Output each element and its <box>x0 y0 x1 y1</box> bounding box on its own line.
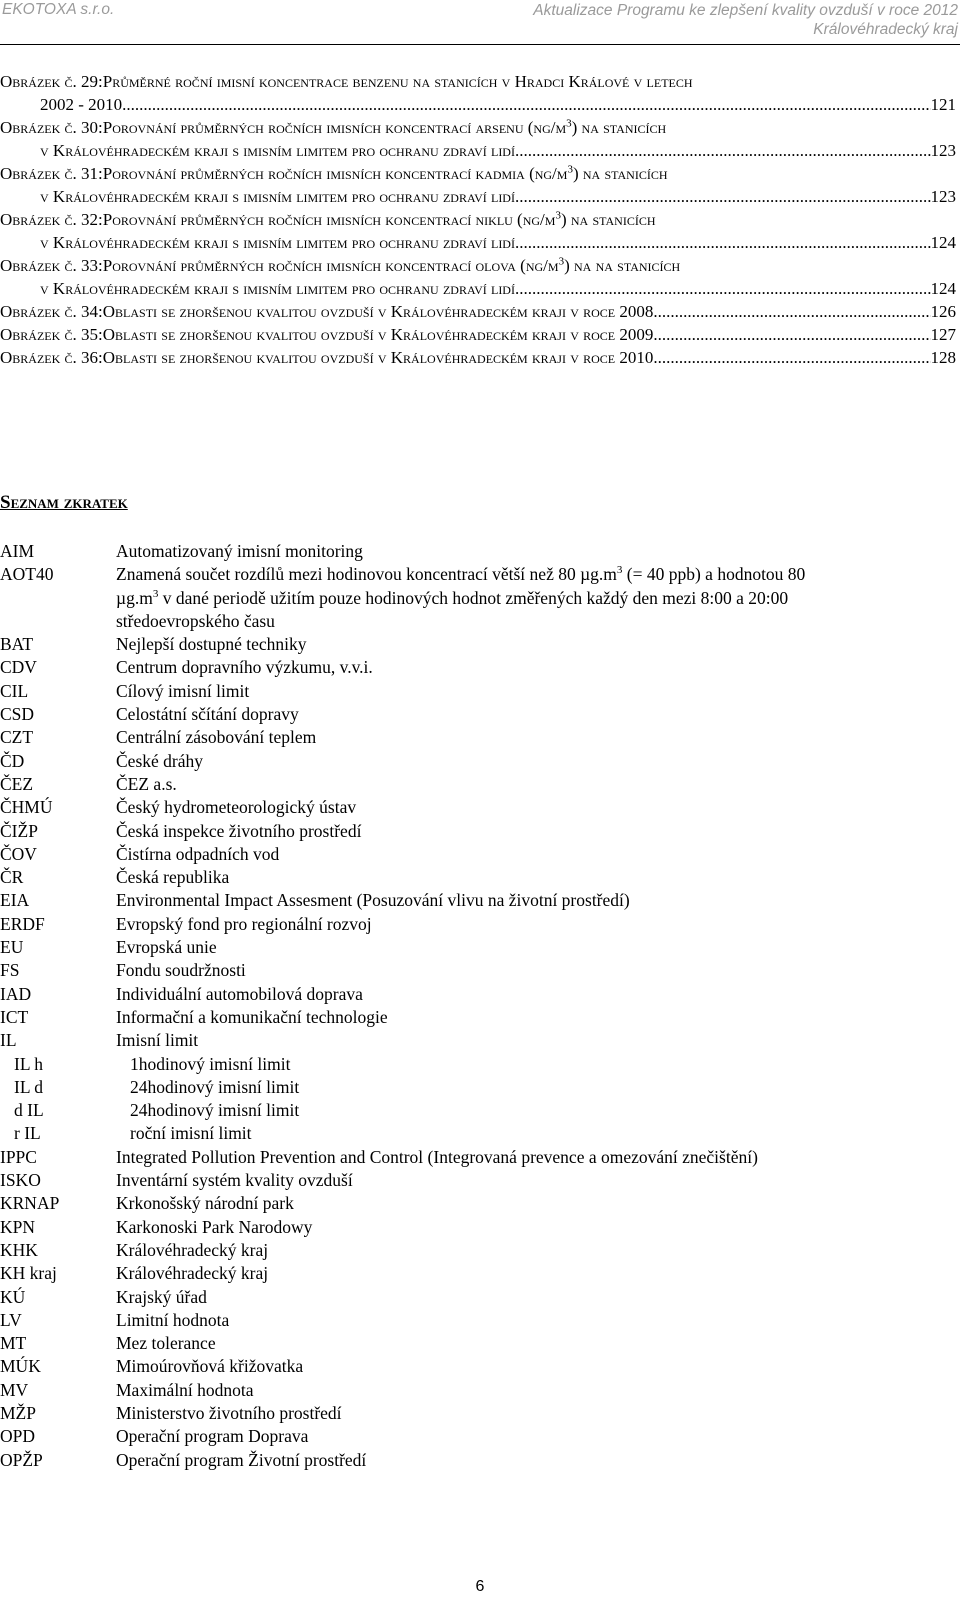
toc-title: Oblasti se zhoršenou kvalitou ovzduší v Královéhradeckém kraji v roce 2009 <box>102 325 654 344</box>
definition-text: 24hodinový imisní limit <box>130 1076 300 1097</box>
definition-text: Inventární systém kvality ovzduší <box>116 1170 353 1191</box>
abbreviation-row <box>0 563 940 586</box>
abbreviation-term: MV <box>0 1379 29 1400</box>
definition-text: Integrated Pollution Prevention and Control (Integrovaná prevence a omezování znečištění) <box>116 1146 758 1167</box>
page-number: 6 <box>475 1578 485 1595</box>
abbreviation-row <box>0 1076 940 1099</box>
toc-prefix: Obrázek č. 32: <box>0 210 103 229</box>
abbreviation-term: MÚK <box>0 1356 41 1377</box>
abbreviation-term: d IL <box>14 1100 44 1121</box>
toc-title-a: Porovnání průměrných ročních imisních koncentrací kadmia (ng/m <box>102 164 568 183</box>
abbreviation-term: EU <box>0 937 24 958</box>
abbreviation-row <box>0 843 940 866</box>
abbreviation-term: KHK <box>0 1239 38 1260</box>
abbreviation-term: LV <box>0 1309 22 1330</box>
definition-text: Evropský fond pro regionální rozvoj <box>116 913 372 934</box>
definition-text: Ministerstvo životního prostředí <box>116 1402 342 1423</box>
definition-text: 24hodinový imisní limit <box>130 1100 300 1121</box>
abbreviation-row <box>0 1146 940 1169</box>
definition-text: Environmental Impact Assesment (Posuzování vlivu na životní prostředí) <box>116 890 630 911</box>
page-header <box>0 0 960 48</box>
toc-title-b: ) na na stanicích <box>564 256 681 275</box>
abbreviation-row <box>0 540 940 563</box>
definition-text: Český hydrometeorologický ústav <box>116 797 357 818</box>
toc-title <box>103 116 666 139</box>
abbreviation-definition <box>116 1425 940 1448</box>
abbreviation-definition <box>116 773 940 796</box>
abbreviation-definition <box>116 936 940 959</box>
abbreviation-definition <box>116 1029 940 1052</box>
toc-title-b: ) na stanicích <box>572 164 668 183</box>
abbreviation-row <box>0 1006 940 1029</box>
abbreviation-row <box>0 1355 940 1378</box>
abbreviation-row <box>0 1402 940 1425</box>
definition-text: Nejlepší dostupné techniky <box>116 634 307 655</box>
toc-leader <box>122 93 930 116</box>
abbreviation-term: ČOV <box>0 843 37 864</box>
toc-title: Oblasti se zhoršenou kvalitou ovzduší v Královéhradeckém kraji v roce 2008 <box>102 302 654 321</box>
definition-text: Fondu soudržnosti <box>116 960 246 981</box>
header-title-line2: Královéhradecký kraj <box>813 21 958 38</box>
abbreviation-term: ICT <box>0 1006 29 1027</box>
toc-entry[interactable] <box>0 70 956 116</box>
abbreviation-term: EIA <box>0 890 30 911</box>
toc-leader <box>515 231 931 254</box>
abbreviation-term: IAD <box>0 983 32 1004</box>
superscript: 3 <box>616 564 623 577</box>
abbreviation-definition <box>116 983 940 1006</box>
toc-entry[interactable] <box>0 300 956 323</box>
abbreviation-term: ČR <box>0 867 24 888</box>
abbreviation-row <box>0 680 940 703</box>
toc-prefix: Obrázek č. 31: <box>0 164 103 183</box>
abbreviation-row <box>0 1239 940 1262</box>
abbreviation-definition <box>116 820 940 843</box>
section-title: Seznam zkratek <box>0 492 128 513</box>
abbreviation-term: CDV <box>0 657 37 678</box>
abbreviation-row <box>0 1029 940 1052</box>
abbreviation-definition <box>116 913 940 936</box>
abbreviation-term: IPPC <box>0 1146 37 1167</box>
abbreviation-term: OPD <box>0 1426 36 1447</box>
abbreviation-term: CSD <box>0 704 35 725</box>
abbreviation-definition <box>116 1402 940 1425</box>
abbreviation-definition <box>116 750 940 773</box>
abbreviation-term: ČD <box>0 750 25 771</box>
toc-title-cont: 2002 - 2010 <box>40 95 123 114</box>
toc-title-cont: v Královéhradeckém kraji s imisním limitem pro ochranu zdraví lidí <box>40 233 515 252</box>
abbreviation-definition <box>116 1449 940 1472</box>
definition-text: 1hodinový imisní limit <box>130 1053 291 1074</box>
abbreviation-definition <box>116 610 940 633</box>
abbreviation-definition <box>116 633 940 656</box>
definition-text: České dráhy <box>116 750 203 771</box>
toc-page: 127 <box>930 325 956 344</box>
abbreviation-term: r IL <box>14 1123 41 1144</box>
toc-title-cont: v Královéhradeckém kraji s imisním limitem pro ochranu zdraví lidí <box>40 187 515 206</box>
toc-prefix: Obrázek č. 34: <box>0 302 103 321</box>
toc-leader <box>653 346 930 369</box>
abbreviation-row <box>0 656 940 679</box>
abbreviation-definition <box>116 1286 940 1309</box>
abbreviation-definition <box>116 703 940 726</box>
abbreviation-term: FS <box>0 960 20 981</box>
definition-text: Centrum dopravního výzkumu, v.v.i. <box>116 657 373 678</box>
definition-text: středoevropského času <box>116 610 275 631</box>
toc-title-b: ) na stanicích <box>571 118 667 137</box>
abbreviation-definition <box>116 866 940 889</box>
definition-text: Limitní hodnota <box>116 1309 230 1330</box>
abbreviation-row <box>0 703 940 726</box>
toc-entry[interactable] <box>0 162 956 208</box>
abbreviation-definition <box>116 1379 940 1402</box>
abbreviation-definition <box>116 680 940 703</box>
abbreviation-term: MT <box>0 1333 27 1354</box>
abbreviation-definition <box>116 587 940 610</box>
toc-leader <box>515 185 931 208</box>
definition-text: Cílový imisní limit <box>116 680 250 701</box>
toc-title <box>103 208 656 231</box>
superscript: 3 <box>567 163 573 176</box>
toc-page: 124 <box>930 233 956 252</box>
toc-entry[interactable] <box>0 254 956 300</box>
definition-text-cont: (= 40 ppb) a hodnotou 80 <box>622 564 806 585</box>
toc-title <box>103 254 680 277</box>
abbreviation-term: ČHMÚ <box>0 797 53 818</box>
definition-text: µg.m <box>116 587 153 608</box>
definition-text: Evropská unie <box>116 937 217 958</box>
abbreviation-definition <box>116 889 940 912</box>
abbreviation-term: AOT40 <box>0 564 54 585</box>
definition-text: Centrální zásobování teplem <box>116 727 317 748</box>
toc-title: Oblasti se zhoršenou kvalitou ovzduší v Královéhradeckém kraji v roce 2010 <box>102 348 654 367</box>
abbreviation-term <box>0 610 116 633</box>
abbreviation-definition <box>116 1146 940 1169</box>
abbreviation-row <box>0 936 940 959</box>
abbreviation-row <box>0 1216 940 1239</box>
toc-entry[interactable] <box>0 323 956 346</box>
header-title-line1: Aktualizace Programu ke zlepšení kvality ovzduší v roce 2012 <box>533 2 958 19</box>
toc-title <box>103 162 668 185</box>
definition-text: Krajský úřad <box>116 1286 207 1307</box>
toc-entry[interactable] <box>0 208 956 254</box>
abbreviation-definition <box>130 1053 940 1076</box>
abbreviation-definition <box>116 1006 940 1029</box>
definition-text: Celostátní sčítání dopravy <box>116 704 299 725</box>
definition-text: Mez tolerance <box>116 1333 216 1354</box>
toc-page: 124 <box>930 279 956 298</box>
definition-text: Mimoúrovňová křižovatka <box>116 1356 304 1377</box>
toc-title-cont: v Královéhradeckém kraji s imisním limitem pro ochranu zdraví lidí <box>40 141 515 160</box>
header-company: EKOTOXA s.r.o. <box>2 1 115 18</box>
toc-entry[interactable] <box>0 116 956 162</box>
abbreviation-row <box>0 610 940 633</box>
abbreviation-definition <box>116 959 940 982</box>
abbreviation-row <box>0 726 940 749</box>
abbreviation-term: IL h <box>14 1053 43 1074</box>
abbreviation-term: OPŽP <box>0 1449 43 1470</box>
abbreviation-row <box>0 889 940 912</box>
definition-text: Znamená součet rozdílů mezi hodinovou koncentrací větší než 80 µg.m <box>116 564 617 585</box>
abbreviation-term: CZT <box>0 727 34 748</box>
toc-leader <box>515 277 931 300</box>
toc-leader <box>653 300 930 323</box>
abbreviation-term: MŽP <box>0 1402 36 1423</box>
superscript: 3 <box>566 117 572 130</box>
abbreviation-row <box>0 796 940 819</box>
abbreviation-term: AIM <box>0 541 35 561</box>
toc-entry[interactable] <box>0 346 956 369</box>
abbreviation-definition <box>116 563 940 586</box>
abbreviation-row <box>0 820 940 843</box>
definition-text-cont: v dané periodě užitím pouze hodinových hodnot změřených každý den mezi 8:00 a 20:00 <box>158 587 789 608</box>
abbreviation-term: ČIŽP <box>0 820 38 841</box>
superscript: 3 <box>152 587 159 600</box>
abbreviation-row <box>0 913 940 936</box>
abbreviation-definition <box>116 1169 940 1192</box>
abbreviation-row <box>0 1122 940 1145</box>
abbreviation-term: KÚ <box>0 1286 26 1307</box>
abbreviation-row <box>0 750 940 773</box>
abbreviation-definition <box>130 1122 940 1145</box>
abbreviation-row <box>0 1192 940 1215</box>
definition-text: Operační program Životní prostředí <box>116 1449 367 1470</box>
abbreviation-row <box>0 983 940 1006</box>
abbreviation-definition <box>130 1099 940 1122</box>
definition-text: Informační a komunikační technologie <box>116 1006 388 1027</box>
definition-text: ČEZ a.s. <box>116 773 177 794</box>
abbreviation-row <box>0 1286 940 1309</box>
abbreviation-list <box>0 540 940 1472</box>
toc-leader <box>653 323 930 346</box>
abbreviation-row <box>0 1169 940 1192</box>
abbreviation-definition <box>116 1309 940 1332</box>
definition-text: Královéhradecký kraj <box>116 1239 269 1260</box>
abbreviation-row <box>0 1425 940 1448</box>
abbreviation-definition <box>116 1332 940 1355</box>
definition-text: Karkonoski Park Narodowy <box>116 1216 313 1237</box>
definition-text: Imisní limit <box>116 1030 199 1051</box>
header-title <box>533 1 958 39</box>
abbreviation-definition <box>116 843 940 866</box>
toc-title-a: Porovnání průměrných ročních imisních koncentrací arsenu (ng/m <box>102 118 567 137</box>
abbreviation-row <box>0 1332 940 1355</box>
toc-page: 123 <box>930 141 956 160</box>
definition-text: Maximální hodnota <box>116 1379 254 1400</box>
abbreviation-term: ISKO <box>0 1170 41 1191</box>
abbreviation-term: KH kraj <box>0 1263 57 1284</box>
toc-page: 128 <box>930 348 956 367</box>
toc-prefix: Obrázek č. 30: <box>0 118 103 137</box>
abbreviation-row <box>0 1379 940 1402</box>
abbreviation-definition <box>116 796 940 819</box>
abbreviation-definition <box>130 1076 940 1099</box>
abbreviation-term: BAT <box>0 634 34 655</box>
abbreviation-term: ČEZ <box>0 773 34 794</box>
definition-text: Česká republika <box>116 867 230 888</box>
toc-leader <box>515 139 931 162</box>
abbreviation-term: CIL <box>0 680 29 701</box>
abbreviation-row <box>0 959 940 982</box>
abbreviation-row <box>0 1262 940 1285</box>
superscript: 3 <box>558 255 565 268</box>
toc-prefix: Obrázek č. 35: <box>0 325 103 344</box>
abbreviation-definition <box>116 1239 940 1262</box>
toc-prefix: Obrázek č. 36: <box>0 348 103 367</box>
abbreviation-term: ERDF <box>0 913 45 934</box>
abbreviation-definition <box>116 1192 940 1215</box>
abbreviation-term: KRNAP <box>0 1193 60 1214</box>
toc-title: Průměrné roční imisní koncentrace benzenu na stanicích v Hradci Králové v letech <box>102 72 693 91</box>
abbreviation-row <box>0 773 940 796</box>
figure-list <box>0 70 956 369</box>
abbreviation-row <box>0 1099 940 1122</box>
definition-text: Čistírna odpadních vod <box>116 843 280 864</box>
abbreviation-term: IL d <box>14 1076 43 1097</box>
toc-title-a: Porovnání průměrných ročních imisních koncentrací olova (ng/m <box>102 256 559 275</box>
abbreviation-definition <box>116 1216 940 1239</box>
abbreviation-definition <box>116 540 940 563</box>
abbreviation-definition <box>116 656 940 679</box>
abbreviation-row <box>0 587 940 610</box>
abbreviation-row <box>0 633 940 656</box>
definition-text: Automatizovaný imisní monitoring <box>116 541 363 561</box>
toc-title-b: ) na stanicích <box>560 210 656 229</box>
abbreviation-term: KPN <box>0 1216 36 1237</box>
abbreviation-definition <box>116 726 940 749</box>
abbreviation-row <box>0 1053 940 1076</box>
definition-text: Česká inspekce životního prostředí <box>116 820 362 841</box>
toc-prefix: Obrázek č. 29: <box>0 72 103 91</box>
toc-title-a: Porovnání průměrných ročních imisních koncentrací niklu (ng/m <box>102 210 556 229</box>
definition-text: roční imisní limit <box>130 1123 252 1144</box>
superscript: 3 <box>555 209 561 222</box>
abbreviation-definition <box>116 1355 940 1378</box>
toc-page: 126 <box>930 302 956 321</box>
definition-text: Královéhradecký kraj <box>116 1263 269 1284</box>
definition-text: Individuální automobilová doprava <box>116 983 363 1004</box>
toc-page: 123 <box>930 187 956 206</box>
abbreviation-term: IL <box>0 1030 17 1051</box>
abbreviation-definition <box>116 1262 940 1285</box>
toc-title-cont: v Královéhradeckém kraji s imisním limitem pro ochranu zdraví lidí <box>40 279 515 298</box>
header-divider <box>0 44 960 45</box>
toc-page: 121 <box>930 95 956 114</box>
toc-prefix: Obrázek č. 33: <box>0 256 103 275</box>
abbreviation-row <box>0 866 940 889</box>
definition-text: Operační program Doprava <box>116 1426 309 1447</box>
abbreviation-row <box>0 1309 940 1332</box>
abbreviation-term <box>0 587 116 610</box>
abbreviation-row <box>0 1449 940 1472</box>
definition-text: Krkonošský národní park <box>116 1193 294 1214</box>
